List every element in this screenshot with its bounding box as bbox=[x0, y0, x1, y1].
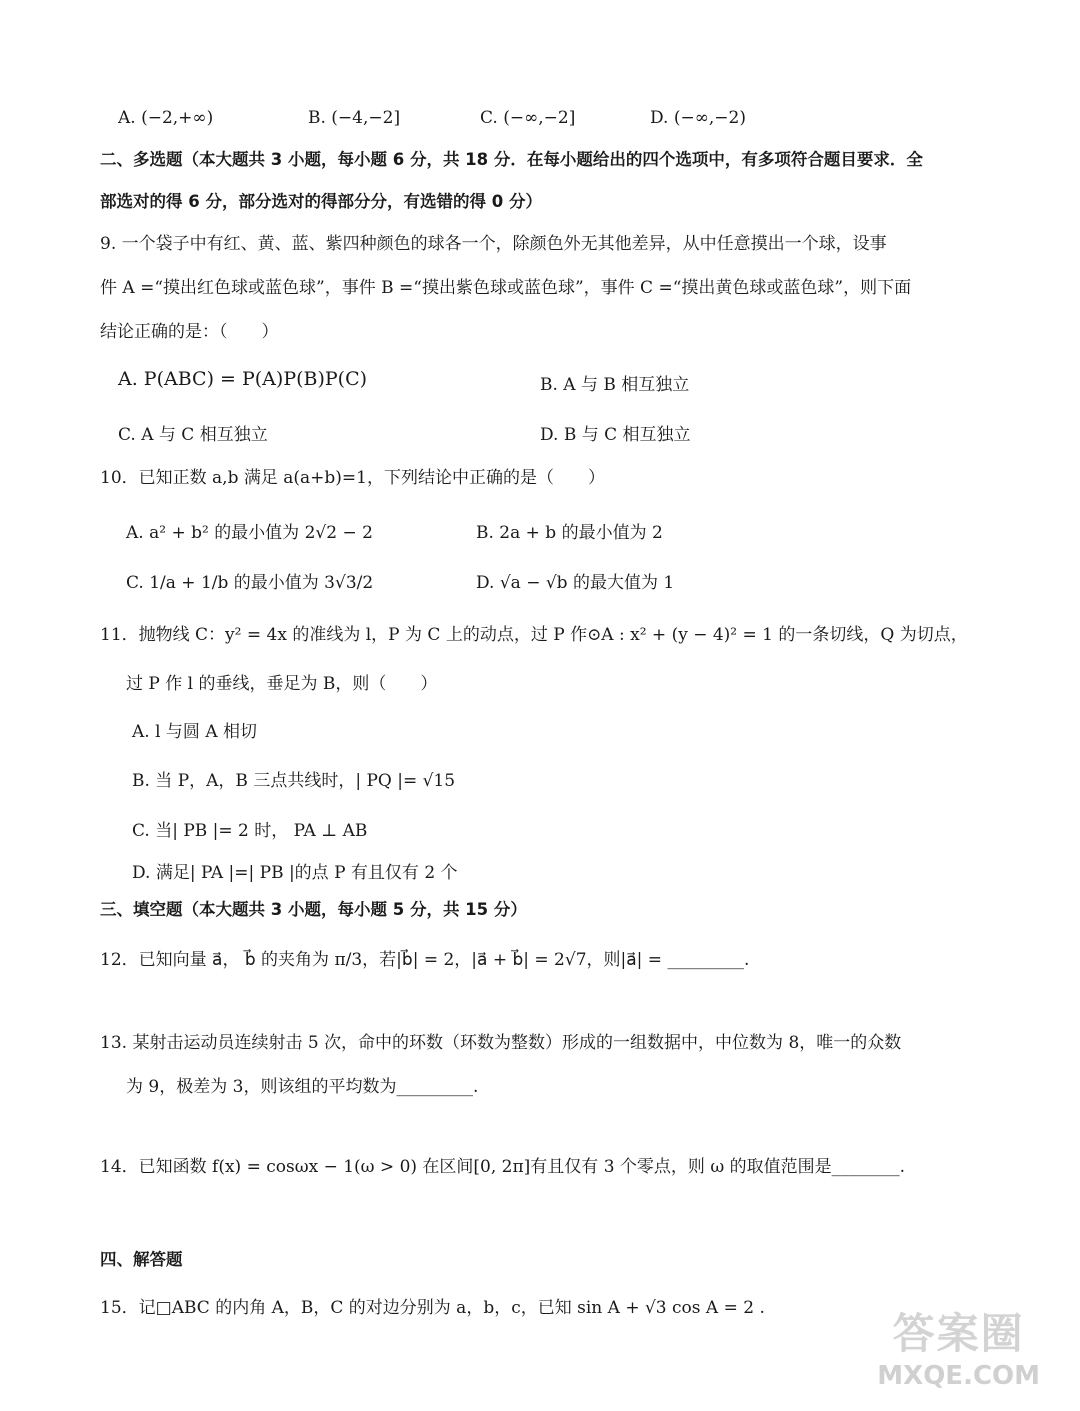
q11-option-c: C. 当| PB |= 2 时， PA ⊥ AB bbox=[132, 821, 368, 841]
q9-option-a: A. P(ABC) = P(A)P(B)P(C) bbox=[118, 368, 368, 390]
q8-option-a: A. (−2,+∞) bbox=[118, 108, 214, 128]
q11-stem-line1: 11．抛物线 C：y² = 4x 的准线为 l，P 为 C 上的动点，过 P 作⊙A : x² + (y − 4)² = 1 的一条切线，Q 为切点， bbox=[100, 625, 968, 645]
q9-stem-line1: 9. 一个袋子中有红、黄、蓝、紫四种颜色的球各一个，除颜色外无其他差异，从中任意摸出一个球，设事 bbox=[100, 234, 887, 254]
q15-stem: 15．记□ABC 的内角 A，B，C 的对边分别为 a，b，c，已知 sin A + √3 cos A = 2 . bbox=[100, 1298, 765, 1318]
watermark-logo-text: 答案圈 bbox=[892, 1309, 1025, 1358]
q9-option-d: D. B 与 C 相互独立 bbox=[540, 425, 691, 445]
q9-stem-line2: 件 A =“摸出红色球或蓝色球”，事件 B =“摸出紫色球或蓝色球”，事件 C =“摸出黄色球或蓝色球”，则下面 bbox=[100, 278, 912, 298]
q8-option-c: C. (−∞,−2] bbox=[480, 108, 576, 128]
q14-stem: 14．已知函数 f(x) = cosωx − 1(ω > 0) 在区间[0, 2π]有且仅有 3 个零点，则 ω 的取值范围是________. bbox=[100, 1157, 906, 1177]
section3-header: 三、填空题（本大题共 3 小题，每小题 5 分，共 15 分） bbox=[100, 900, 527, 919]
q11-option-d: D. 满足| PA |=| PB |的点 P 有且仅有 2 个 bbox=[132, 863, 458, 883]
q12-stem: 12．已知向量 a⃗， b⃗ 的夹角为 π/3，若|b⃗| = 2，|a⃗ + b⃗| = 2√7，则|a⃗| = _________. bbox=[100, 950, 750, 970]
section4-header: 四、解答题 bbox=[100, 1250, 183, 1269]
q9-stem-line3: 结论正确的是：（ ） bbox=[100, 322, 279, 342]
q10-option-d: D. √a − √b 的最大值为 1 bbox=[476, 573, 675, 593]
q10-option-a: A. a² + b² 的最小值为 2√2 − 2 bbox=[126, 523, 373, 543]
section2-header-line2: 部选对的得 6 分，部分选对的得部分分，有选错的得 0 分） bbox=[100, 192, 542, 211]
q8-option-b: B. (−4,−2] bbox=[308, 108, 401, 128]
q9-option-b: B. A 与 B 相互独立 bbox=[540, 375, 690, 395]
q11-stem-line2: 过 P 作 l 的垂线，垂足为 B，则（ ） bbox=[126, 674, 438, 694]
q11-option-b: B. 当 P，A，B 三点共线时，| PQ |= √15 bbox=[132, 771, 456, 791]
section2-header-line1: 二、多选题（本大题共 3 小题，每小题 6 分，共 18 分．在每小题给出的四个选项中，有多项符合题目要求．全 bbox=[100, 150, 923, 169]
q10-option-c: C. 1/a + 1/b 的最小值为 3√3/2 bbox=[126, 573, 374, 593]
q10-stem: 10．已知正数 a,b 满足 a(a+b)=1，下列结论中正确的是（ ） bbox=[100, 468, 605, 488]
q11-option-a: A. l 与圆 A 相切 bbox=[132, 722, 258, 742]
q9-option-c: C. A 与 C 相互独立 bbox=[118, 425, 268, 445]
watermark-url: MXQE.COM bbox=[877, 1361, 1040, 1391]
watermark bbox=[877, 1301, 1040, 1391]
q13-stem-line2: 为 9，极差为 3，则该组的平均数为_________. bbox=[126, 1077, 479, 1097]
q13-stem-line1: 13. 某射击运动员连续射击 5 次，命中的环数（环数为整数）形成的一组数据中，中位数为 8，唯一的众数 bbox=[100, 1033, 902, 1053]
q10-option-b: B. 2a + b 的最小值为 2 bbox=[476, 523, 663, 543]
q8-option-d: D. (−∞,−2) bbox=[650, 108, 746, 128]
